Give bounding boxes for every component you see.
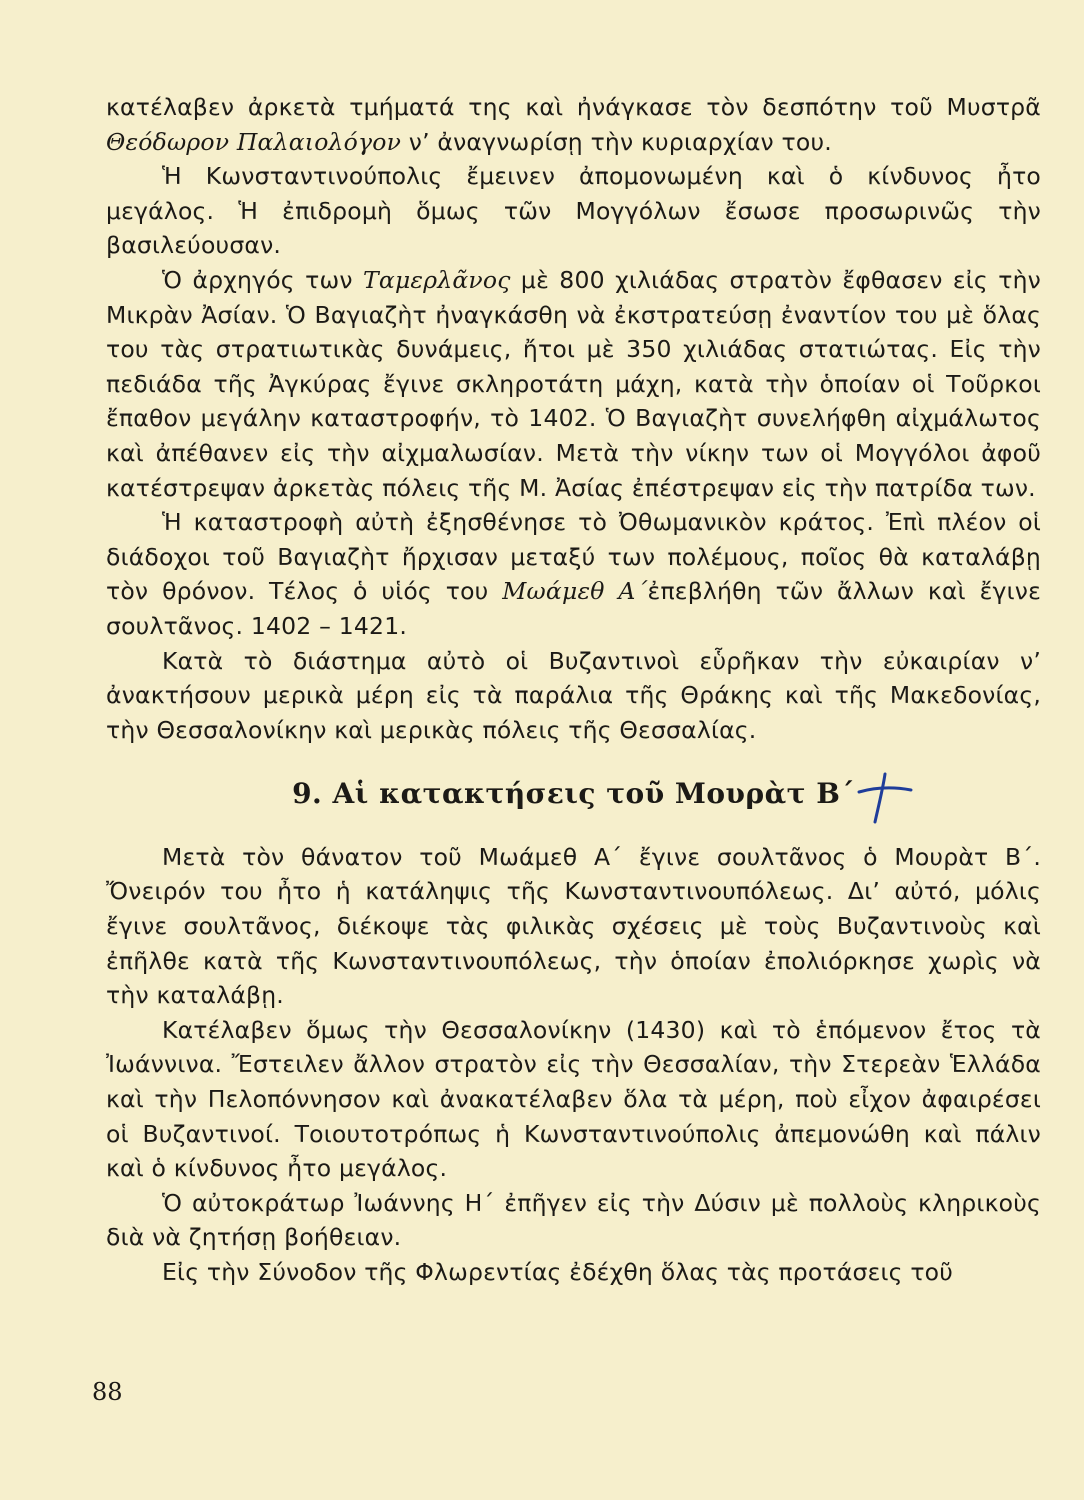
- italic-name: Ταμερλᾶνος: [363, 265, 511, 294]
- paragraph-p9: [106, 1255, 1041, 1290]
- paragraphs-bottom: [106, 840, 1041, 1290]
- paragraph-p6: [106, 840, 1041, 1013]
- text-run: Ὁ αὐτοκράτωρ Ἰωάννης Η΄ ἐπῆγεν εἰς τὴν Δύσιν μὲ πολλοὺς κληρικοὺς διὰ νὰ ζητήσῃ βοήθειαν.: [106, 1188, 1041, 1252]
- text-run: Ἡ καταστροφὴ αὐτὴ ἐξησθένησε τὸ Ὀθωμανικὸν κράτος. Ἐπὶ πλέον οἱ διάδοχοι τοῦ Βαγιαζὴτ ἤρχισαν μεταξύ των πολέμους, ποῖος θὰ καταλάβῃ τὸν θρόνον. Τέλος ὁ υἱός του: [106, 508, 1041, 606]
- paragraph-p1: [106, 90, 1041, 159]
- text-run: Εἰς τὴν Σύνοδον τῆς Φλωρεντίας ἐδέχθη ὅλας τὰς προτάσεις τοῦ: [162, 1258, 954, 1286]
- paragraph-p8: [106, 1186, 1041, 1255]
- pen-cross-mark-icon: [855, 768, 915, 828]
- italic-name: Μωάμεθ Α΄: [502, 577, 648, 606]
- paragraph-p5: [106, 644, 1041, 748]
- text-run: Κατὰ τὸ διάστημα αὐτὸ οἱ Βυζαντινοὶ εὗρῆκαν τὴν εὐκαιρίαν ν’ ἀνακτήσουν μερικὰ μέρη εἰς τὰ παράλια τῆς Θράκης καὶ τῆς Μακεδονίας, τὴν Θεσσαλονίκην καὶ μερικὰς πόλεις τῆς Θεσσαλίας.: [106, 646, 1041, 744]
- text-run: ἐπεβλήθη τῶν ἄλλων καὶ ἔγινε σουλτᾶνος. 1402 – 1421.: [106, 577, 1041, 640]
- text-run: μὲ 800 χιλιάδας στρατὸν ἔφθασεν εἰς τὴν Μικρὰν Ἀσίαν. Ὁ Βαγιαζὴτ ἠναγκάσθη νὰ ἐκστρατεύσῃ ἐναντίον του μὲ ὅλας του τὰς στρατιωτικὰς δυνάμεις, ἤτοι μὲ 350 χιλιάδας στατιώτας. Εἰς τὴν πεδιάδα τῆς Ἀγκύρας ἔγινε σκληροτάτη μάχη, κατὰ τὴν ὁποίαν οἱ Τοῦρκοι ἔπαθον μεγάλην καταστροφήν, τὸ 1402. Ὁ Βαγιαζὴτ συνελήφθη αἰχμάλωτος καὶ ἀπέθανεν εἰς τὴν αἰχμαλωσίαν. Μετὰ τὴν νίκην των οἱ Μογγόλοι ἀφοῦ κατέστρεψαν ἀρκετὰς πόλεις τῆς Μ. Ἀσίας ἐπέστρεψαν εἰς τὴν πατρίδα των.: [106, 265, 1041, 502]
- paragraph-p3: [106, 263, 1041, 505]
- paragraph-p2: [106, 159, 1041, 263]
- text-run: Ἡ Κωνσταντινούπολις ἔμεινεν ἀπομονωμένη καὶ ὁ κίνδυνος ἦτο μεγάλος. Ἡ ἐπιδρομὴ ὅμως τῶν Μογγόλων ἔσωσε προσωρινῶς τὴν βασιλεύουσαν.: [106, 162, 1041, 260]
- paragraph-p7: [106, 1013, 1041, 1186]
- section-heading: 9. Αἱ κατακτήσεις τοῦ Μουρὰτ Β΄: [292, 777, 855, 811]
- page-number: 88: [92, 1378, 123, 1406]
- text-run: κατέλαβεν ἀρκετὰ τμήματά της καὶ ἠνάγκασε τὸν δεσπότην τοῦ Μυστρᾶ: [106, 93, 1041, 121]
- text-run: Ὁ ἀρχηγός των: [162, 265, 363, 294]
- paragraphs-top: [106, 90, 1041, 747]
- body-text: [106, 90, 1041, 1290]
- italic-name: Θεόδωρον Παλαιολόγον: [106, 127, 402, 156]
- text-run: Μετὰ τὸν θάνατον τοῦ Μωάμεθ Α΄ ἔγινε σουλτᾶνος ὁ Μουρὰτ Β΄. Ὄνειρόν του ἦτο ἡ κατάληψις τῆς Κωνσταντινουπόλεως. Δι’ αὐτό, μόλις ἔγινε σουλτᾶνος, διέκοψε τὰς φιλικὰς σχέσεις μὲ τοὺς Βυζαντινοὺς καὶ ἐπῆλθε κατὰ τῆς Κωνσταντινουπόλεως, τὴν ὁποίαν ἐπολιόρκησε χωρὶς νὰ τὴν καταλάβῃ.: [106, 842, 1041, 1010]
- text-run: Κατέλαβεν ὅμως τὴν Θεσσαλονίκην (1430) καὶ τὸ ἑπόμενον ἔτος τὰ Ἰωάννινα. Ἔστειλεν ἄλλον στρατὸν εἰς τὴν Θεσσαλίαν, τὴν Στερεὰν Ἑλλάδα καὶ τὴν Πελοπόννησον καὶ ἀνακατέλαβεν ὅλα τὰ μέρη, ποὺ εἶχον ἀφαιρέσει οἱ Βυζαντινοί. Τοιουτοτρόπως ἡ Κωνσταντινούπολις ἀπεμονώθη καὶ πάλιν καὶ ὁ κίνδυνος ἦτο μεγάλος.: [106, 1015, 1041, 1183]
- paragraph-p4: [106, 505, 1041, 643]
- text-run: ν’ ἀναγνωρίσῃ τὴν κυριαρχίαν του.: [401, 127, 832, 156]
